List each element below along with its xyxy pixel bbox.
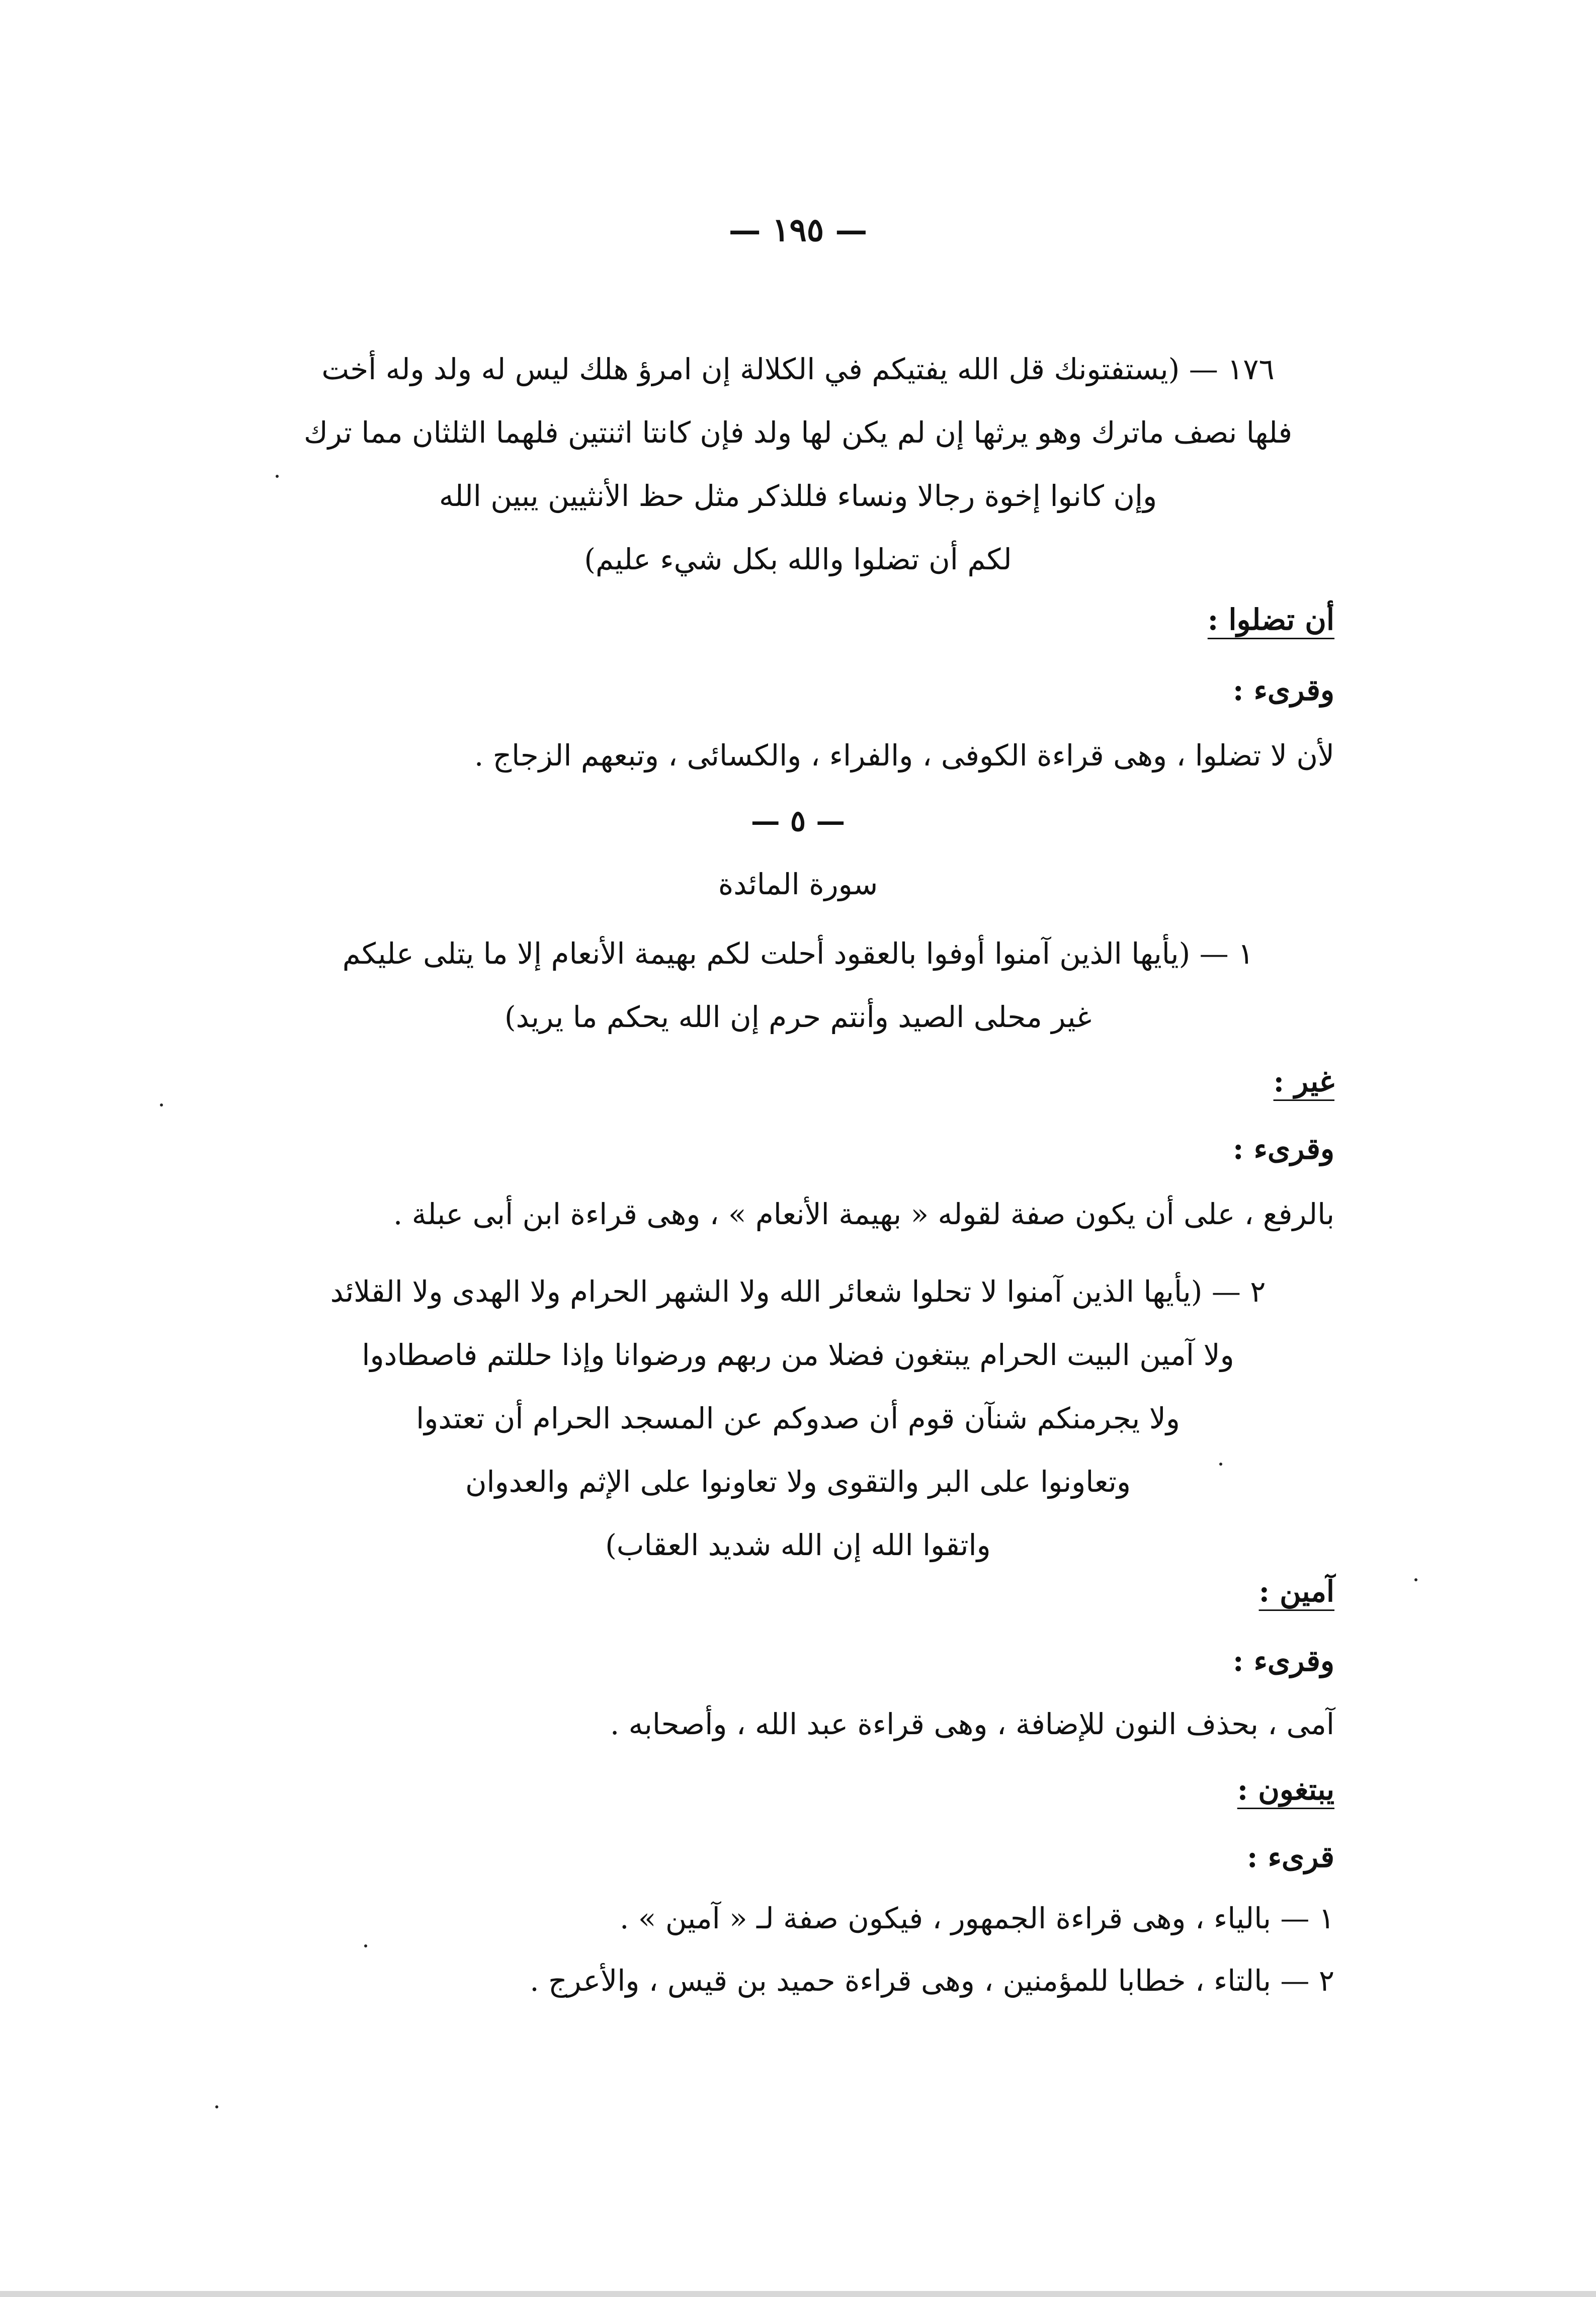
verse-line: ولا آمين البيت الحرام يبتغون فضلا من ربهم ورضوانا وإذا حللتم فاصطادوا <box>362 1338 1234 1372</box>
scan-speck <box>215 2105 218 2108</box>
section-number: — ٥ — <box>750 804 846 838</box>
reading-item: ٢ — بالتاء ، خطابا للمؤمنين ، وهى قراءة حميد بن قيس ، والأعرج . <box>530 1964 1334 1998</box>
verse-line: واتقوا الله إن الله شديد العقاب) <box>605 1528 991 1562</box>
verse-line: ١ — (يأيها الذين آمنوا أوفوا بالعقود أحلت لكم بهيمة الأنعام إلا ما يتلى عليكم <box>342 937 1254 971</box>
scan-speck <box>160 1103 163 1107</box>
verse-line: وتعاونوا على البر والتقوى ولا تعاونوا على الإثم والعدوان <box>465 1465 1131 1499</box>
page-bottom-edge <box>0 2291 1596 2297</box>
scan-speck <box>1414 1578 1417 1581</box>
word-heading: أن تضلوا : <box>1207 603 1334 637</box>
surah-title: سورة المائدة <box>718 867 878 901</box>
reading-note: آمى ، بحذف النون للإضافة ، وهى قراءة عبد الله ، وأصحابه . <box>610 1707 1334 1741</box>
scan-speck <box>1219 1463 1222 1466</box>
scan-speck <box>364 1944 367 1947</box>
reading-note: بالرفع ، على أن يكون صفة لقوله « بهيمة الأنعام » ، وهى قراءة ابن أبى عبلة . <box>393 1197 1334 1231</box>
verse-line: غير محلى الصيد وأنتم حرم إن الله يحكم ما يريد) <box>504 1000 1092 1034</box>
reading-label: وقرىء : <box>1232 1644 1334 1678</box>
reading-label: وقرىء : <box>1232 1132 1334 1166</box>
reading-label: قرىء : <box>1247 1840 1334 1874</box>
word-heading: غير : <box>1273 1064 1334 1098</box>
word-heading: يبتغون : <box>1237 1772 1334 1807</box>
reading-note: لأن لا تضلوا ، وهى قراءة الكوفى ، والفراء ، والكسائى ، وتبعهم الزجاج . <box>474 738 1334 773</box>
verse-line: ١٧٦ — (يستفتونك قل الله يفتيكم في الكلالة إن امرؤ هلك ليس له ولد وله أخت <box>321 352 1275 386</box>
page-number: — ١٩٥ — <box>728 211 868 249</box>
verse-line: فلها نصف ماترك وهو يرثها إن لم يكن لها ولد فإن كانتا اثنتين فلهما الثلثان مما ترك <box>303 415 1293 450</box>
verse-line: ولا يجرمنكم شنآن قوم أن صدوكم عن المسجد الحرام أن تعتدوا <box>416 1401 1180 1435</box>
verse-line: ٢ — (يأيها الذين آمنوا لا تحلوا شعائر الله ولا الشهر الحرام ولا الهدى ولا القلائد <box>330 1274 1266 1309</box>
reading-label: وقرىء : <box>1232 673 1334 707</box>
verse-line: وإن كانوا إخوة رجالا ونساء فللذكر مثل حظ الأنثيين يبين الله <box>439 479 1157 513</box>
scan-speck <box>276 475 279 478</box>
verse-line: لكم أن تضلوا والله بكل شيء عليم) <box>584 542 1012 576</box>
reading-item: ١ — بالياء ، وهى قراءة الجمهور ، فيكون صفة لـ « آمين » . <box>620 1901 1334 1935</box>
word-heading: آمين : <box>1258 1574 1334 1608</box>
